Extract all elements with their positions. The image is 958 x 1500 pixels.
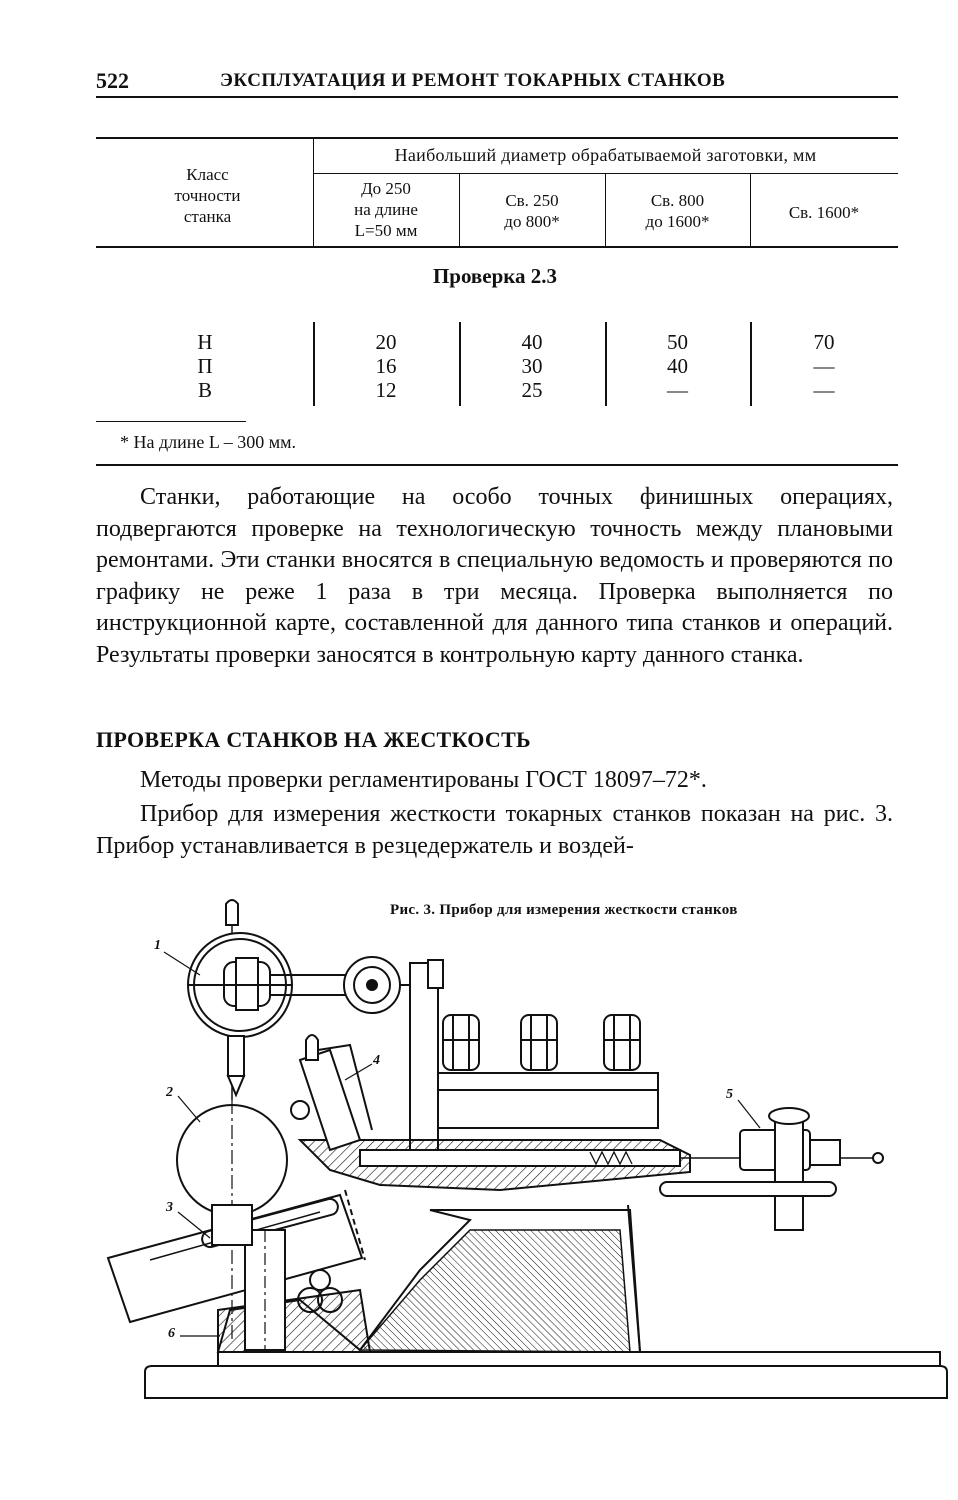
- vertical-column: [410, 963, 438, 1163]
- clamp-bolt: [521, 1015, 557, 1070]
- clamp-bolt: [443, 1015, 479, 1070]
- row-class: Н: [197, 330, 213, 354]
- column-header-4: Св. 1600*: [788, 203, 860, 222]
- paragraph: Станки, работающие на особо точных финишных операциях, подвергаются проверке на технологическую точность между плановыми ремонтами. Эти станки вносятся в специальную ведомость и проверяются по графику не реже 1 раза в три месяца. Проверка выполняется по инструкционной карте, составленной для данного типа станков и операций. Результаты проверки заносятся в контрольную карту данного станка.: [96, 484, 893, 668]
- page-number: 522: [96, 68, 129, 93]
- mounting-block: [218, 1290, 370, 1352]
- figure-label: 5: [726, 1087, 733, 1102]
- column-header-1: До 250 на длине L=50 мм: [354, 179, 418, 240]
- group-header: Наибольший диаметр обрабатываемой заготовки, мм: [394, 145, 817, 165]
- dynamometer: [660, 1108, 883, 1230]
- loading-screw: [300, 1050, 360, 1150]
- section-heading: ПРОВЕРКА СТАНКОВ НА ЖЕСТКОСТЬ: [96, 727, 531, 752]
- figure-label: 6: [168, 1326, 175, 1341]
- check-title: Проверка 2.3: [432, 264, 558, 288]
- class-header: Класс точности станка: [174, 165, 241, 226]
- paragraph: Прибор для измерения жесткости токарных станков показан на рис. 3. Прибор устанавливается в резцедержатель и воздей-: [96, 801, 893, 859]
- tool-holder: [438, 1073, 658, 1128]
- column-header-3: Св. 800 до 1600*: [645, 191, 710, 231]
- figure-label: 1: [154, 938, 161, 953]
- row-class: П: [197, 354, 213, 378]
- figure-label: 3: [166, 1200, 173, 1215]
- row-class: В: [197, 378, 212, 402]
- base-plate: [145, 1352, 947, 1398]
- paragraph: Методы проверки регламентированы ГОСТ 18097–72*.: [140, 767, 707, 793]
- table-footnote: * На длине L – 300 мм.: [120, 432, 296, 452]
- running-title: ЭКСПЛУАТАЦИЯ И РЕМОНТ ТОКАРНЫХ СТАНКОВ: [220, 70, 726, 91]
- column-header-2: Св. 250 до 800*: [504, 191, 560, 231]
- figure-caption: Рис. 3. Прибор для измерения жесткости станков: [390, 902, 738, 918]
- figure-label: 4: [373, 1053, 380, 1068]
- clamp-bolt: [604, 1015, 640, 1070]
- figure-label: 2: [166, 1085, 173, 1100]
